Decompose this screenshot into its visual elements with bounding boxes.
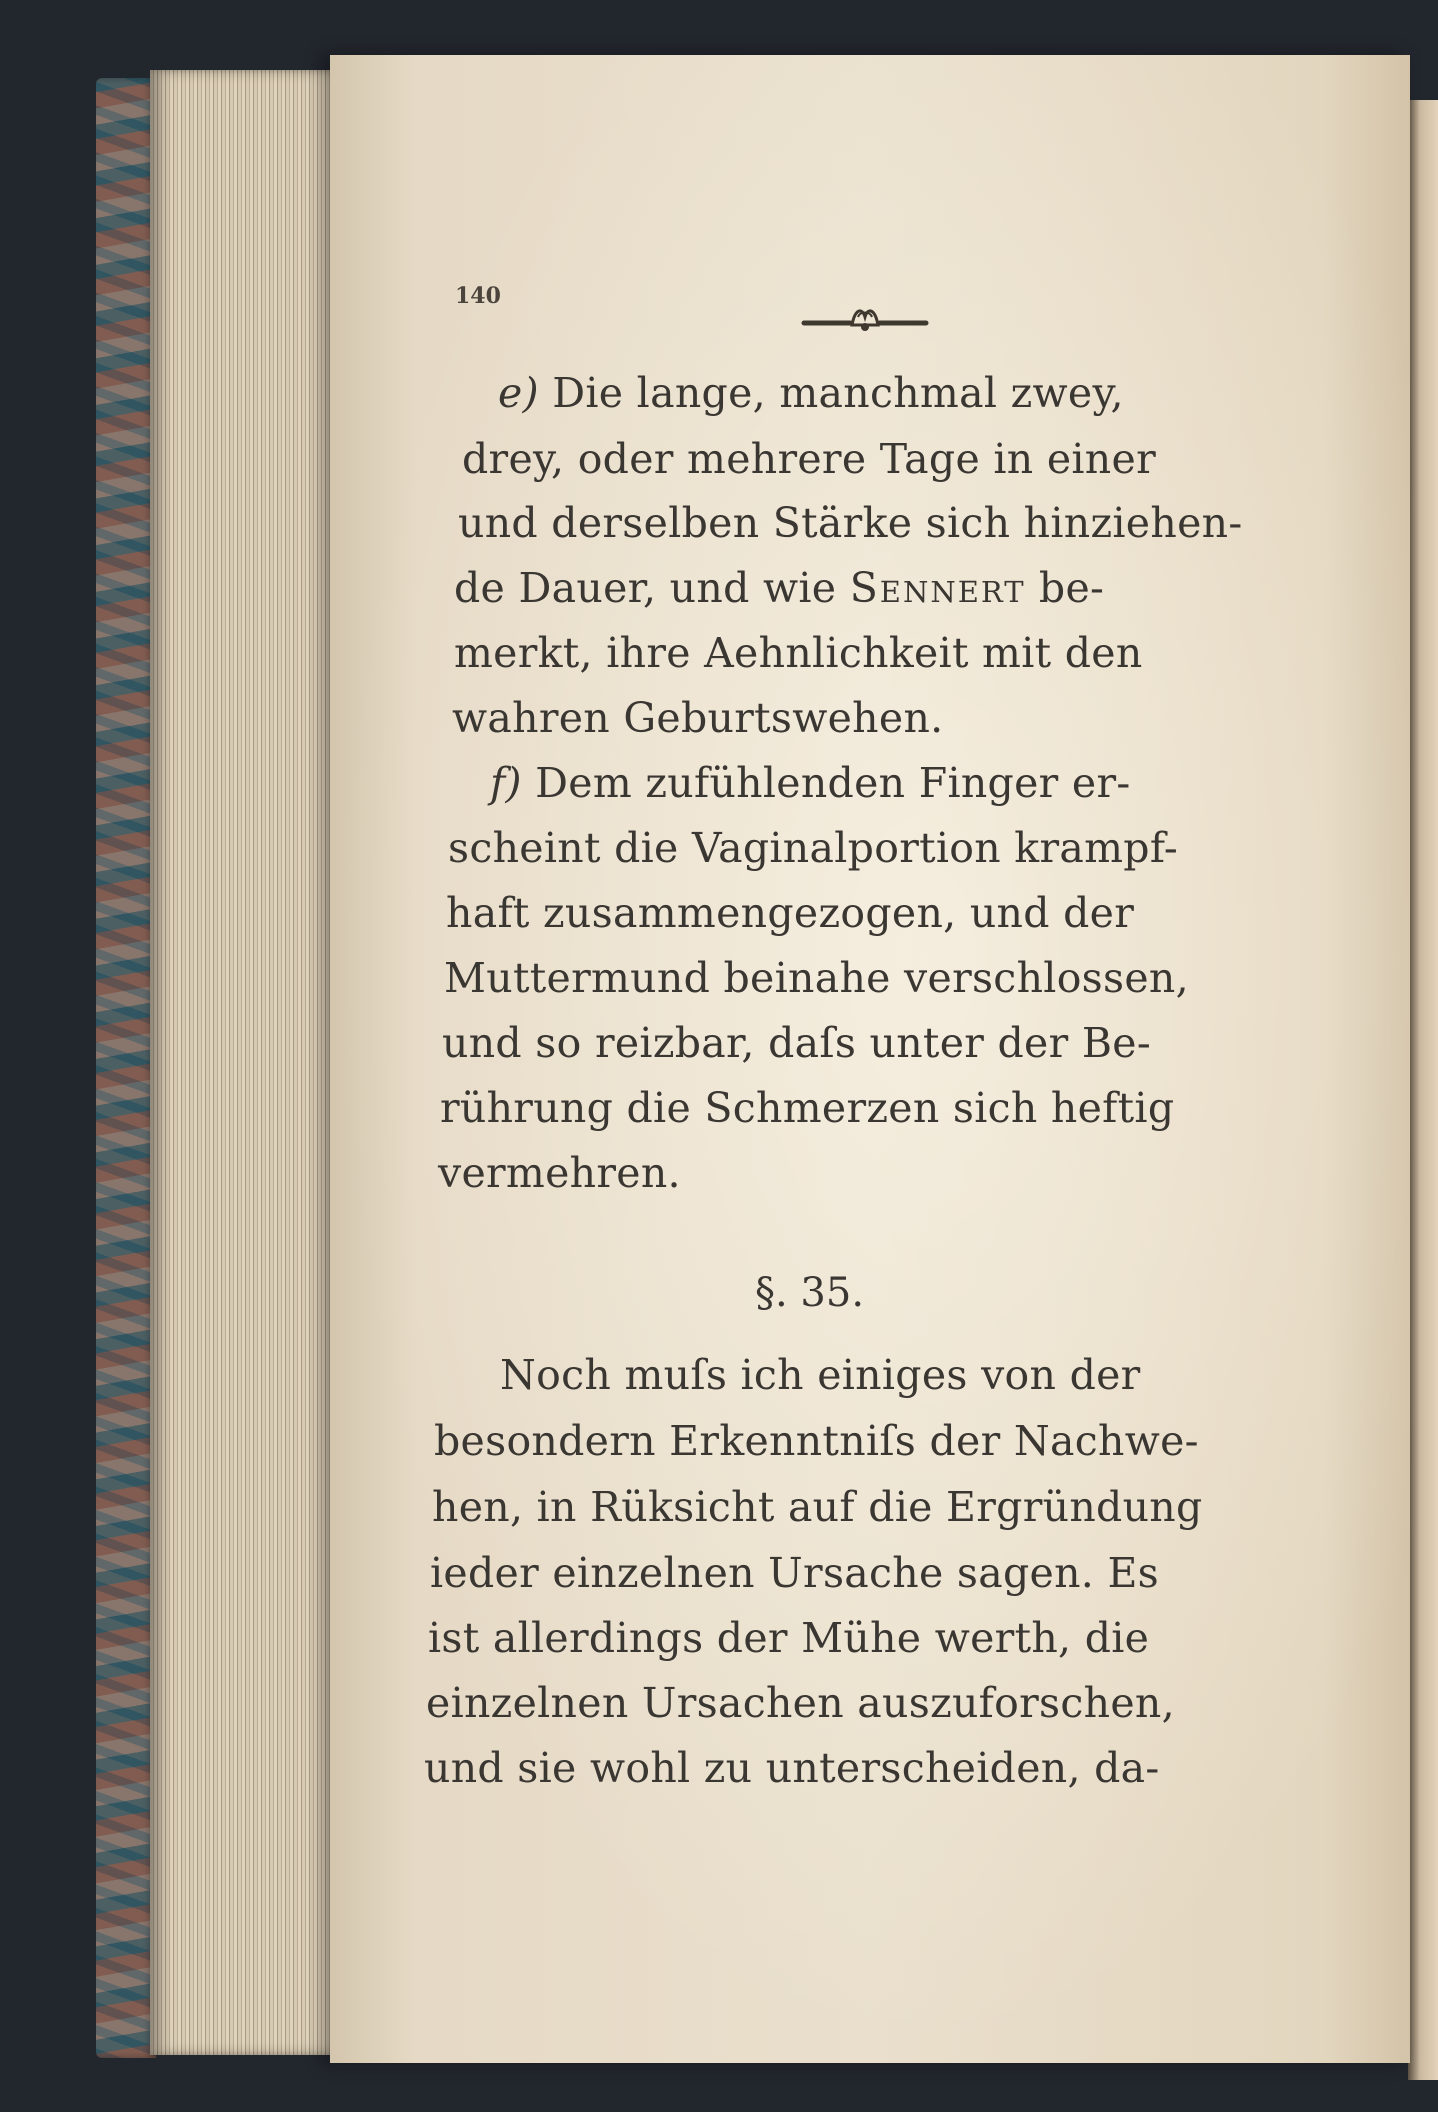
- author-name: Sennert: [849, 564, 1026, 612]
- paragraph-e-line-4: [454, 564, 1105, 612]
- paragraph-e-line-6: wahren Geburtswehen.: [452, 694, 944, 742]
- main-paragraph-line-6: einzelnen Ursachen auszuforschen,: [426, 1679, 1175, 1727]
- line-text: Dem zufühlenden Finger er-: [535, 759, 1131, 807]
- marbled-cover: [96, 78, 156, 2058]
- ornament-icon: [800, 303, 930, 337]
- paragraph-e-line-1: [498, 369, 1124, 417]
- line-text: be-: [1038, 564, 1105, 612]
- facing-page-edge: [1408, 100, 1438, 2080]
- line-text: Die lange, manchmal zwey,: [552, 369, 1124, 417]
- paragraph-f-line-2: scheint die Vaginalportion krampf-: [448, 824, 1178, 872]
- paragraph-marker-e: e): [498, 369, 539, 417]
- main-paragraph-line-7: und sie wohl zu unterscheiden, da-: [424, 1744, 1160, 1792]
- main-paragraph-line-2: besondern Erkenntniſs der Nachwe-: [434, 1417, 1199, 1465]
- book-page: [330, 55, 1410, 2063]
- line-text: de Dauer, und wie: [454, 564, 837, 612]
- paragraph-marker-f: f): [490, 759, 522, 807]
- paragraph-e-line-2: drey, oder mehrere Tage in einer: [462, 435, 1156, 483]
- paragraph-f-line-6: rührung die Schmerzen sich heftig: [440, 1084, 1175, 1132]
- main-paragraph-line-4: ieder einzelnen Ursache sagen. Es: [430, 1549, 1160, 1597]
- main-paragraph-line-1: Noch muſs ich einiges von der: [500, 1351, 1141, 1399]
- paragraph-f-line-3: haft zusammengezogen, und der: [446, 889, 1135, 937]
- main-paragraph-line-5: ist allerdings der Mühe werth, die: [428, 1614, 1150, 1662]
- section-heading: §. 35.: [755, 1270, 865, 1316]
- paragraph-f-line-7: vermehren.: [438, 1149, 681, 1197]
- paragraph-e-line-3: und derselben Stärke sich hinziehen-: [458, 499, 1243, 547]
- paragraph-e-line-5: merkt, ihre Aehnlichkeit mit den: [454, 629, 1143, 677]
- paragraph-f-line-4: Muttermund beinahe verschlossen,: [444, 954, 1189, 1002]
- paragraph-f-line-1: [490, 759, 1131, 807]
- main-paragraph-line-3: hen, in Rüksicht auf die Ergründung: [432, 1483, 1203, 1531]
- page-block-edge: [150, 70, 340, 2055]
- paragraph-f-line-5: und so reizbar, daſs unter der Be-: [442, 1019, 1151, 1067]
- page-number: 140: [455, 283, 501, 309]
